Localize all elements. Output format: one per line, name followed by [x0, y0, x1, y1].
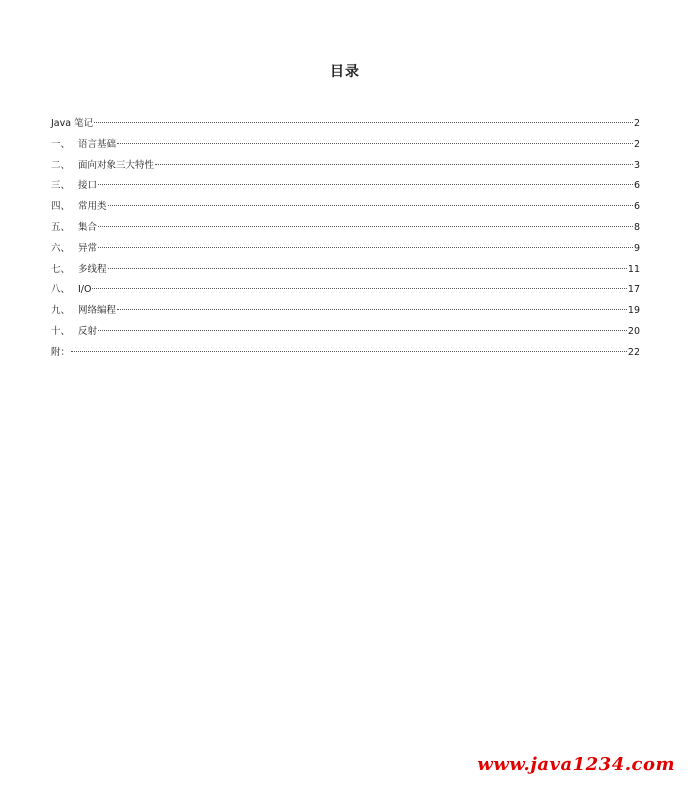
toc-entry-label: 面向对象三大特性: [78, 159, 155, 171]
toc-entry[interactable]: [51, 280, 640, 301]
toc-entry[interactable]: [51, 260, 640, 281]
toc-entry-number: 五、: [51, 221, 71, 233]
toc-entry-page: 3: [633, 159, 640, 171]
toc-leader-dots: [71, 351, 627, 352]
toc-entry-label: 网络编程: [78, 305, 117, 317]
toc-leader-dots: [117, 309, 627, 310]
toc-entry-label: 接口: [78, 180, 98, 192]
toc-entry-number: 六、: [51, 242, 71, 254]
toc-entry[interactable]: [51, 197, 640, 218]
table-of-contents: [51, 114, 640, 364]
toc-leader-dots: [98, 184, 633, 185]
toc-entry-label: 语言基础: [78, 138, 117, 150]
toc-entry-number: 九、: [51, 305, 71, 317]
toc-entry-page: 8: [633, 221, 640, 233]
toc-entry-page: 22: [627, 346, 640, 358]
toc-leader-dots: [117, 143, 633, 144]
toc-leader-dots: [108, 205, 633, 206]
toc-entry[interactable]: [51, 343, 640, 364]
toc-entry-number: 三、: [51, 180, 71, 192]
toc-entry-number: 七、: [51, 263, 71, 275]
site-watermark: www.java1234.com: [477, 754, 675, 775]
toc-leader-dots: [98, 247, 633, 248]
toc-entry-label: 异常: [78, 242, 98, 254]
toc-leader-dots: [98, 330, 627, 331]
toc-leader-dots: [155, 164, 633, 165]
toc-entry[interactable]: [51, 176, 640, 197]
toc-entry-label: 附：: [51, 346, 71, 358]
toc-entry-page: 2: [633, 138, 640, 150]
page-title: 目录: [330, 64, 360, 80]
toc-entry-page: 9: [633, 242, 640, 254]
toc-entry[interactable]: [51, 301, 640, 322]
toc-leader-dots: [108, 268, 627, 269]
toc-entry-page: 17: [627, 284, 640, 296]
toc-entry[interactable]: [51, 135, 640, 156]
toc-entry-label: 多线程: [78, 263, 107, 275]
toc-entry-label: 集合: [78, 221, 98, 233]
toc-entry[interactable]: [51, 156, 640, 177]
toc-entry[interactable]: [51, 218, 640, 239]
toc-entry-label: Java 笔记: [51, 118, 94, 129]
toc-entry[interactable]: [51, 239, 640, 260]
toc-entry[interactable]: [51, 114, 640, 135]
toc-entry-page: 2: [633, 118, 640, 129]
toc-entry-page: 6: [633, 180, 640, 192]
toc-entry-number: 四、: [51, 201, 71, 213]
toc-entry-number: 二、: [51, 159, 71, 171]
toc-entry-page: 6: [633, 201, 640, 213]
toc-entry-page: 19: [627, 305, 640, 317]
toc-entry-label: 常用类: [78, 201, 107, 213]
toc-leader-dots: [98, 226, 633, 227]
toc-entry-number: 八、: [51, 284, 71, 296]
toc-entry[interactable]: [51, 322, 640, 343]
toc-entry-page: 11: [627, 263, 640, 275]
toc-leader-dots: [92, 288, 626, 289]
toc-leader-dots: [94, 122, 633, 123]
toc-entry-label: I/O: [78, 284, 92, 296]
toc-entry-number: 一、: [51, 138, 71, 150]
toc-entry-page: 20: [627, 325, 640, 337]
toc-entry-number: 十、: [51, 325, 71, 337]
toc-entry-label: 反射: [78, 325, 98, 337]
